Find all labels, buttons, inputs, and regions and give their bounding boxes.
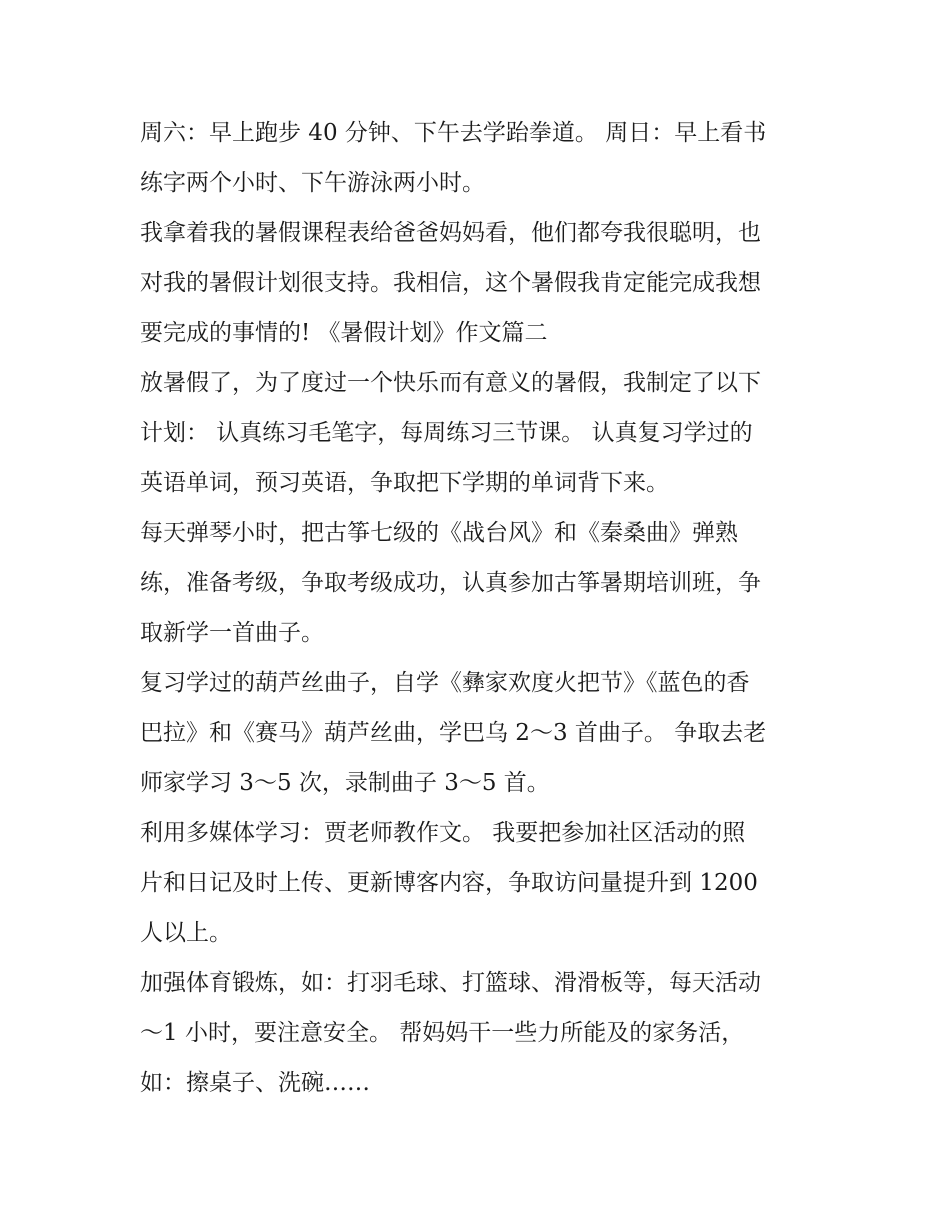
- text-line: 练，准备考级，争取考级成功，认真参加古筝暑期培训班，争: [140, 570, 761, 596]
- text-line: 英语单词，预习英语，争取把下学期的单词背下来。: [140, 470, 669, 496]
- text-line: 利用多媒体学习：贾老师教作文。 我要把参加社区活动的照: [140, 820, 746, 846]
- text-line: 每天弹琴小时，把古筝七级的《战台风》和《秦桑曲》弹熟: [140, 520, 738, 546]
- text-line: 片和日记及时上传、更新博客内容，争取访问量提升到 1200: [140, 870, 758, 896]
- document-body: [140, 108, 820, 1108]
- text-line: 对我的暑假计划很支持。我相信，这个暑假我肯定能完成我想: [140, 270, 761, 296]
- text-line: ～1 小时，要注意安全。 帮妈妈干一些力所能及的家务活，: [140, 1020, 745, 1046]
- text-line: 周六：早上跑步 40 分钟、下午去学跆拳道。 周日：早上看书: [140, 120, 767, 146]
- text-line: 练字两个小时、下午游泳两小时。: [140, 170, 485, 196]
- text-line: 加强体育锻炼，如：打羽毛球、打篮球、滑滑板等，每天活动: [140, 970, 761, 996]
- text-line: 人以上。: [140, 920, 232, 946]
- text-line: 我拿着我的暑假课程表给爸爸妈妈看，他们都夸我很聪明，也: [140, 220, 761, 246]
- text-line: 巴拉》和《赛马》葫芦丝曲，学巴乌 2～3 首曲子。 争取去老: [140, 720, 767, 746]
- text-line: 计划： 认真练习毛笔字，每周练习三节课。 认真复习学过的: [140, 420, 753, 446]
- text-line: 取新学一首曲子。: [140, 620, 324, 646]
- text-line: 放暑假了，为了度过一个快乐而有意义的暑假，我制定了以下: [140, 370, 761, 396]
- text-line: 要完成的事情的! 《暑假计划》作文篇二: [140, 320, 548, 346]
- text-line: 复习学过的葫芦丝曲子，自学《彝家欢度火把节》《蓝色的香: [140, 670, 750, 696]
- text-line: 如：擦桌子、洗碗……: [140, 1070, 370, 1096]
- text-line: 师家学习 3～5 次，录制曲子 3～5 首。: [140, 770, 550, 796]
